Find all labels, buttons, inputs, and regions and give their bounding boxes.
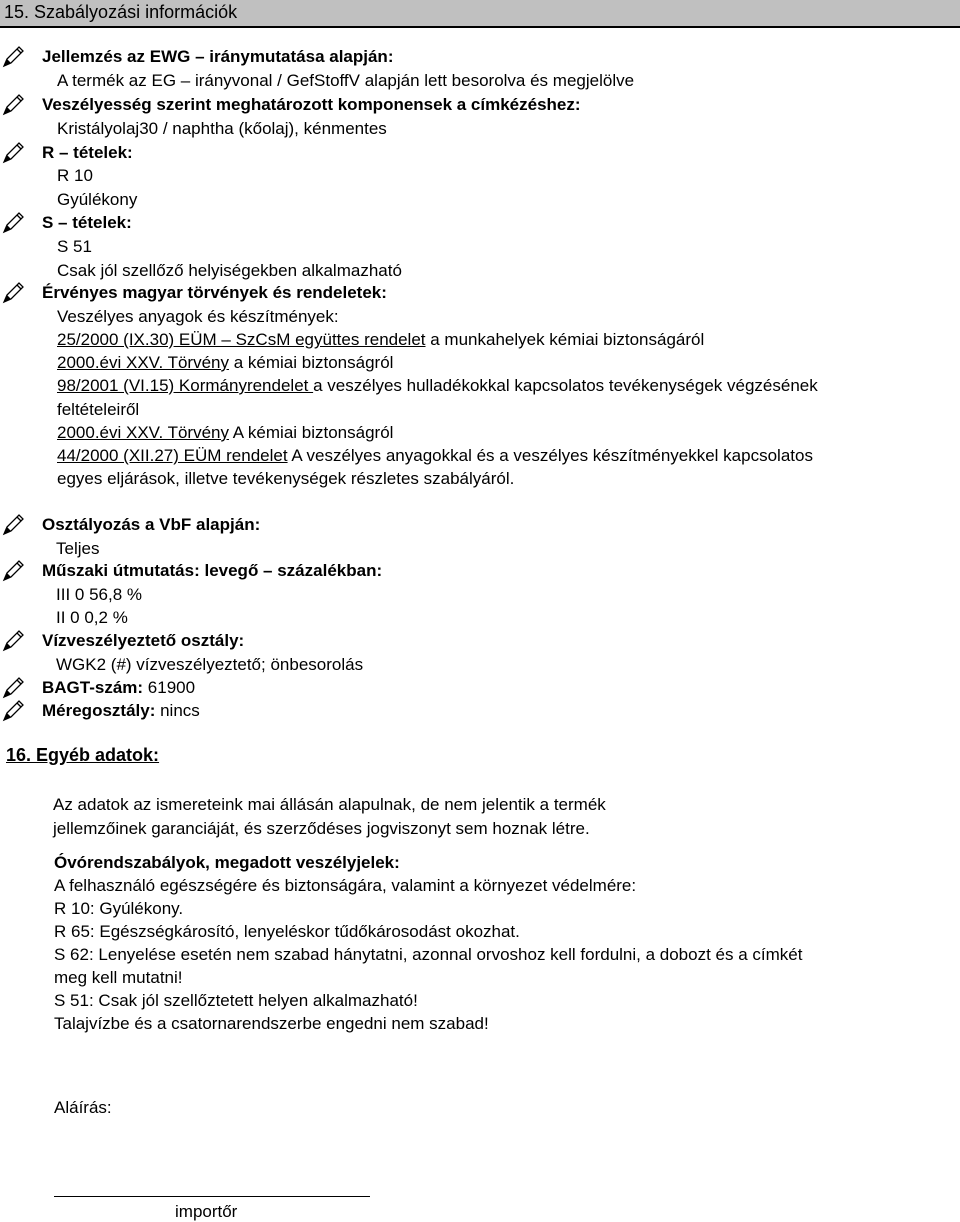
pencil-icon — [2, 677, 26, 699]
law-4 — [57, 422, 393, 443]
precaution-6: S 51: Csak jól szellőztetett helyen alkalmazható! — [54, 991, 418, 1010]
pencil-icon — [2, 46, 26, 68]
section-15-header — [0, 0, 960, 28]
pencil-icon — [2, 700, 26, 722]
air-line-2: II 0 0,2 % — [56, 608, 128, 627]
water-text: WGK2 (#) vízveszélyeztető; önbesorolás — [56, 655, 364, 674]
poison-value: nincs — [155, 701, 200, 720]
pencil-icon — [2, 560, 26, 582]
law-2 — [57, 352, 393, 373]
law-4-text: A kémiai biztonságról — [229, 423, 394, 442]
law-5 — [57, 445, 813, 466]
disclaimer-line-1: Az adatok az ismereteink mai állásán alapulnak, de nem jelentik a termék — [53, 795, 606, 814]
law-5-text: A veszélyes anyagokkal és a veszélyes készítményekkel kapcsolatos — [287, 446, 813, 465]
signer-label: importőr — [175, 1202, 238, 1221]
precaution-7: Talajvízbe és a csatornarendszerbe engedni nem szabad! — [54, 1014, 489, 1033]
law-5-cont: egyes eljárások, illetve tevékenységek részletes szabályáról. — [57, 469, 515, 488]
law-3-text: a veszélyes hulladékokkal kapcsolatos tevékenységek végzésének — [313, 376, 818, 395]
law-1-text: a munkahelyek kémiai biztonságáról — [425, 330, 705, 349]
law-5-ref: 44/2000 (XII.27) EÜM rendelet — [57, 446, 288, 465]
air-line-1: III 0 56,8 % — [56, 585, 142, 604]
signature-label: Aláírás: — [54, 1098, 112, 1117]
pencil-icon — [2, 94, 26, 116]
precaution-4: S 62: Lenyelése esetén nem szabad hánytatni, azonnal orvoshoz kell fordulni, a dobozt és a címkét — [54, 945, 803, 964]
law-4-ref: 2000.évi XXV. Törvény — [57, 423, 230, 442]
ewg-label: Jellemzés az EWG – iránymutatása alapján: — [42, 47, 394, 66]
water-label: Vízveszélyeztető osztály: — [42, 631, 245, 650]
s-code: S 51 — [57, 237, 92, 256]
pencil-icon — [2, 212, 26, 234]
pencil-icon — [2, 282, 26, 304]
law-2-text: a kémiai biztonságról — [229, 353, 394, 372]
vbf-text: Teljes — [56, 539, 100, 558]
signature-line — [54, 1196, 370, 1197]
law-1 — [57, 329, 704, 350]
r-code: R 10 — [57, 166, 93, 185]
section-15-title: 15. Szabályozási információk — [4, 2, 238, 22]
law-1-ref: 25/2000 (IX.30) EÜM – SzCsM együttes rendelet — [57, 330, 426, 349]
precautions-label: Óvórendszabályok, megadott veszélyjelek: — [54, 853, 400, 872]
s-text: Csak jól szellőző helyiségekben alkalmazható — [57, 261, 402, 280]
precaution-3: R 65: Egészségkárosító, lenyeléskor tűdőkárosodást okozhat. — [54, 922, 520, 941]
bagt-line — [42, 677, 195, 698]
law-2-ref: 2000.évi XXV. Törvény — [57, 353, 230, 372]
precaution-2: R 10: Gyúlékony. — [54, 899, 184, 918]
disclaimer-line-2: jellemzőinek garanciáját, és szerződéses jogviszonyt sem hoznak létre. — [53, 819, 590, 838]
section-16-title: 16. Egyéb adatok: — [6, 745, 160, 765]
r-text: Gyúlékony — [57, 190, 138, 209]
bagt-label: BAGT-szám: — [42, 678, 144, 697]
poison-line — [42, 700, 200, 721]
precaution-1: A felhasználó egészségére és biztonságára, valamint a környezet védelmére: — [54, 876, 637, 895]
components-label: Veszélyesség szerint meghatározott komponensek a címkézéshez: — [42, 95, 581, 114]
bagt-value: 61900 — [143, 678, 196, 697]
poison-label: Méregosztály: — [42, 701, 156, 720]
s-phrases-label: S – tételek: — [42, 213, 132, 232]
ewg-text: A termék az EG – irányvonal / GefStoffV alapján lett besorolva és megjelölve — [57, 71, 635, 90]
laws-label: Érvényes magyar törvények és rendeletek: — [42, 283, 387, 302]
pencil-icon — [2, 630, 26, 652]
vbf-label: Osztályozás a VbF alapján: — [42, 515, 261, 534]
law-3-ref: 98/2001 (VI.15) Kormányrendelet — [57, 376, 314, 395]
r-phrases-label: R – tételek: — [42, 143, 133, 162]
precaution-5: meg kell mutatni! — [54, 968, 183, 987]
pencil-icon — [2, 142, 26, 164]
law-3 — [57, 375, 818, 396]
air-label: Műszaki útmutatás: levegő – százalékban: — [42, 561, 383, 580]
components-text: Kristályolaj30 / naphtha (kőolaj), kénmentes — [57, 119, 387, 138]
laws-sub: Veszélyes anyagok és készítmények: — [57, 307, 339, 326]
pencil-icon — [2, 514, 26, 536]
law-3-cont: feltételeiről — [57, 400, 140, 419]
